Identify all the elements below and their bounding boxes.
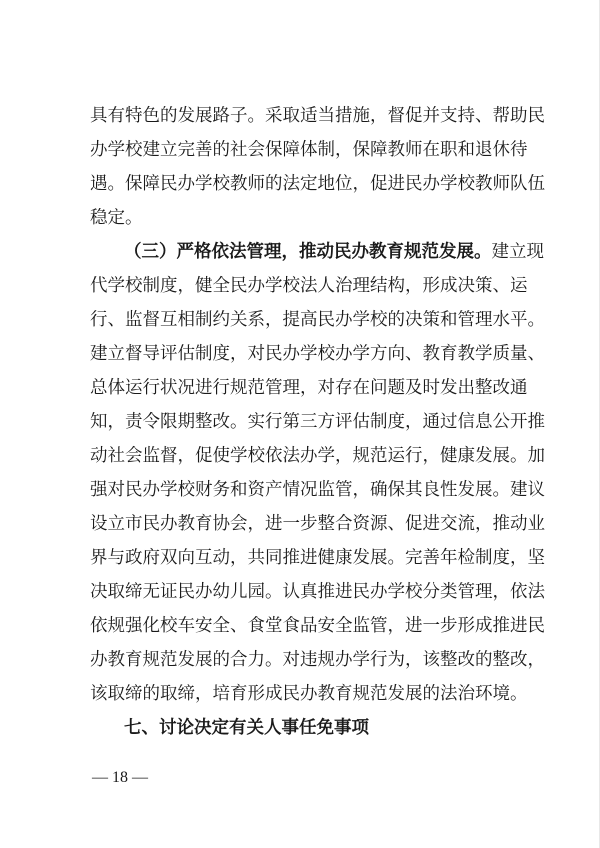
body-text-line: 该取缔的取缔，培育形成民办教育规范发展的法治环境。 bbox=[90, 684, 528, 704]
body-text-line: 建立督导评估制度，对民办学校办学方向、教育教学质量、 bbox=[90, 344, 545, 364]
body-text-line: 知，责令限期整改。实行第三方评估制度，通过信息公开推 bbox=[90, 412, 545, 432]
page-number: — 18 — bbox=[92, 769, 148, 786]
section-3-first-line bbox=[124, 236, 544, 268]
body-text-line: 稳定。 bbox=[90, 208, 143, 228]
body-text-line: 代学校制度，健全民办学校法人治理结构，形成决策、运 bbox=[90, 276, 528, 296]
body-text-line: 行、监督互相制约关系，提高民办学校的决策和管理水平。 bbox=[90, 310, 545, 330]
body-text-line: 具有特色的发展路子。采取适当措施，督促并支持、帮助民 bbox=[90, 106, 545, 126]
body-text-line: 办教育规范发展的合力。对违规办学行为，该整改的整改， bbox=[90, 650, 545, 670]
section-3-first-line-rest: 建立现 bbox=[491, 242, 544, 262]
body-text-line: 办学校建立完善的社会保障体制，保障教师在职和退休待 bbox=[90, 140, 528, 160]
section-3-title: （三）严格依法管理，推动民办教育规范发展。 bbox=[124, 242, 492, 262]
body-text-line: 依规强化校车安全、食堂食品安全监管，进一步形成推进民 bbox=[90, 616, 545, 636]
body-text-line: 界与政府双向互动，共同推进健康发展。完善年检制度，坚 bbox=[90, 548, 545, 568]
body-text-line: 总体运行状况进行规范管理，对存在问题及时发出整改通 bbox=[90, 378, 528, 398]
body-text-line: 强对民办学校财务和资产情况监管，确保其良性发展。建议 bbox=[90, 480, 545, 500]
body-text-line: 决取缔无证民办幼儿园。认真推进民办学校分类管理，依法 bbox=[90, 582, 545, 602]
section-7-heading: 七、讨论决定有关人事任免事项 bbox=[124, 718, 369, 738]
body-text-line: 遇。保障民办学校教师的法定地位，促进民办学校教师队伍 bbox=[90, 174, 545, 194]
body-text-line: 动社会监督，促使学校依法办学，规范运行，健康发展。加 bbox=[90, 446, 545, 466]
body-text-line: 设立市民办教育协会，进一步整合资源、促进交流，推动业 bbox=[90, 514, 545, 534]
